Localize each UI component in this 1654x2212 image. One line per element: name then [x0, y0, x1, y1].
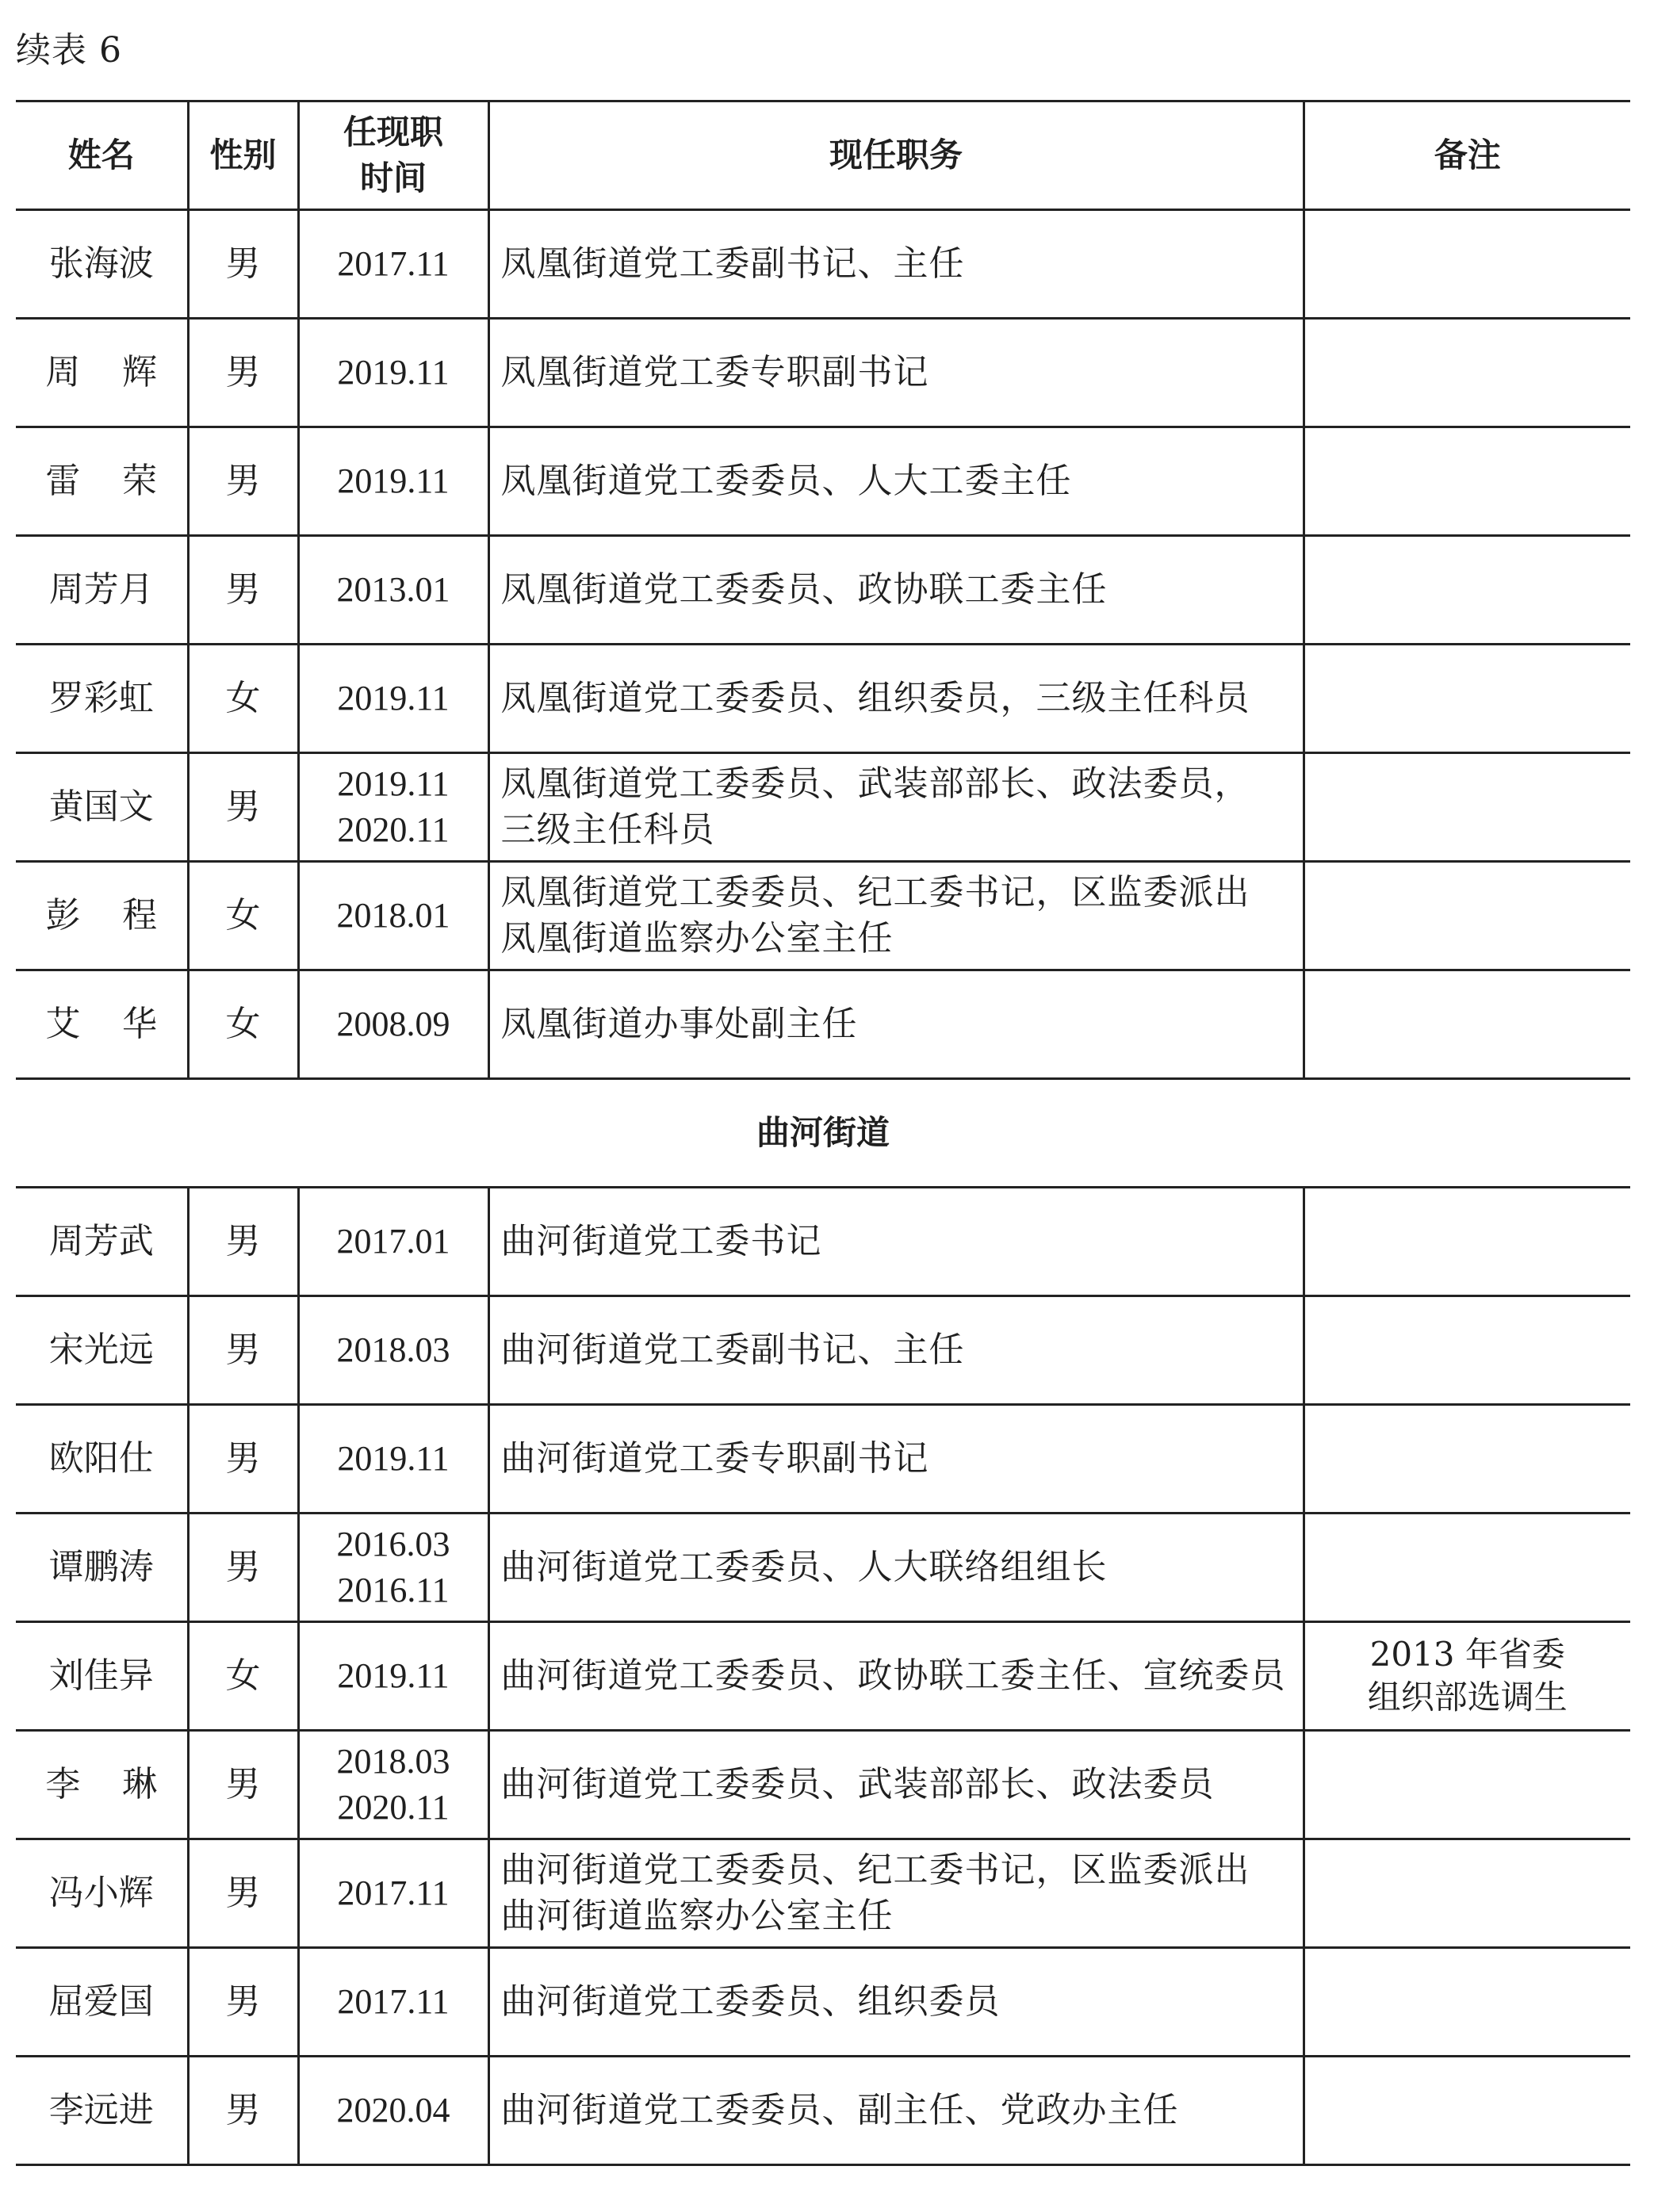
note-text: 组织部选调生: [1367, 1678, 1568, 1716]
time-value: 2019.11: [337, 764, 450, 803]
table-row: [16, 2057, 1630, 2165]
person-name: 周芳月: [48, 569, 154, 610]
person-name: 谭鹏涛: [48, 1547, 154, 1587]
person-name: 彭程: [45, 895, 199, 936]
section-title: 曲河街道: [16, 1079, 1630, 1188]
header-text-line: 时间: [359, 159, 427, 197]
cell-name: [16, 862, 199, 970]
person-name: 罗彩虹: [48, 678, 154, 718]
cell-time: [298, 1296, 488, 1405]
cell-duty: [488, 1405, 1304, 1514]
personnel-table: [16, 100, 1630, 2166]
duty-text: 凤凰街道党工委委员、人大工委主任: [500, 461, 1072, 501]
cell-note: [1304, 1839, 1630, 1948]
time-value: 2019.11: [337, 1656, 450, 1695]
cell-duty: [488, 319, 1304, 427]
cell-gender: 男: [188, 1514, 298, 1622]
table-row: [16, 1514, 1630, 1622]
header-text-line: 姓名: [67, 136, 135, 174]
cell-name: [16, 1514, 188, 1622]
cell-gender: 男: [188, 1731, 298, 1839]
cell-time: [298, 1839, 488, 1948]
cell-duty: [488, 1948, 1304, 2057]
cell-duty: [488, 645, 1304, 753]
time-value: 2017.01: [336, 1222, 450, 1261]
time-value: 2019.11: [337, 1439, 450, 1478]
time-value: 2018.01: [336, 896, 450, 935]
cell-duty: [488, 210, 1304, 319]
table-row: [16, 1839, 1630, 1948]
cell-name: [16, 427, 199, 536]
cell-note: [1304, 1731, 1630, 1839]
cell-duty: [488, 753, 1304, 862]
time-value: 2018.03: [336, 1330, 450, 1369]
column-header-gender: [188, 101, 298, 210]
time-value: 2019.11: [337, 679, 450, 718]
table-row: [16, 536, 1630, 645]
person-name: 冯小辉: [48, 1873, 154, 1913]
table-row: [16, 862, 1630, 970]
table-row: [16, 645, 1630, 753]
cell-time: [298, 862, 488, 970]
cell-gender: 男: [188, 319, 298, 427]
table-row: [16, 427, 1630, 536]
person-name: 宋光远: [48, 1330, 154, 1370]
time-value: 2019.11: [337, 461, 450, 500]
person-name: 李远进: [48, 2090, 154, 2130]
cell-note: [1304, 970, 1630, 1079]
cell-note: [1304, 1188, 1630, 1296]
cell-name: [16, 970, 199, 1079]
duty-text: 曲河街道党工委专职副书记: [500, 1438, 929, 1479]
person-name: 雷荣: [45, 461, 199, 501]
cell-duty: [488, 1622, 1304, 1731]
cell-name: [16, 319, 199, 427]
cell-duty: [488, 1839, 1304, 1948]
duty-text: 曲河街道监察办公室主任: [500, 1896, 894, 1936]
cell-gender: 男: [188, 2057, 298, 2165]
cell-note: [1304, 1514, 1630, 1622]
duty-text: 三级主任科员: [500, 809, 715, 850]
person-name: 周辉: [45, 352, 199, 392]
cell-note: [1304, 1622, 1630, 1731]
duty-text: 凤凰街道党工委副书记、主任: [500, 243, 965, 284]
cell-gender: 男: [188, 1405, 298, 1514]
cell-time: [298, 645, 488, 753]
time-value: 2020.11: [337, 810, 450, 849]
duty-text: 凤凰街道党工委委员、政协联工委主任: [500, 569, 1108, 610]
cell-gender: 男: [188, 1296, 298, 1405]
cell-time: [298, 753, 488, 862]
cell-time: [298, 1948, 488, 2057]
cell-time: [298, 427, 488, 536]
cell-name: [16, 1296, 188, 1405]
duty-text: 曲河街道党工委委员、政协联工委主任、宣统委员: [500, 1655, 1286, 1696]
cell-note: [1304, 1405, 1630, 1514]
person-name: 刘佳异: [48, 1655, 154, 1696]
cell-gender: 男: [188, 1188, 298, 1296]
duty-text: 凤凰街道党工委委员、纪工委书记，区监委派出: [500, 872, 1250, 913]
column-header-time: [298, 101, 488, 210]
cell-name: [16, 1622, 188, 1731]
duty-text: 曲河街道党工委委员、组织委员: [500, 1981, 1001, 2022]
cell-name: [16, 1731, 199, 1839]
cell-name: [16, 1405, 188, 1514]
table-row: [16, 210, 1630, 319]
cell-duty: [488, 970, 1304, 1079]
duty-text: 曲河街道党工委委员、副主任、党政办主任: [500, 2090, 1179, 2130]
time-value: 2017.11: [337, 1982, 450, 2021]
duty-text: 凤凰街道监察办公室主任: [500, 918, 894, 959]
cell-note: [1304, 210, 1630, 319]
cell-time: [298, 536, 488, 645]
table-body: [16, 210, 1630, 2165]
cell-gender: 女: [188, 970, 298, 1079]
table-row: [16, 1731, 1630, 1839]
cell-name: [16, 645, 188, 753]
cell-gender: 男: [188, 210, 298, 319]
column-header-note: [1304, 101, 1630, 210]
cell-gender: 男: [188, 1948, 298, 2057]
person-name: 李琳: [45, 1764, 199, 1804]
time-value: 2008.09: [336, 1005, 450, 1043]
header-row: [16, 101, 1630, 210]
cell-time: [298, 2057, 488, 2165]
cell-note: [1304, 645, 1630, 753]
cell-name: [16, 536, 188, 645]
header-text-line: 性别: [209, 136, 277, 174]
cell-time: [298, 970, 488, 1079]
cell-name: [16, 2057, 188, 2165]
cell-gender: 女: [188, 645, 298, 753]
person-name: 屈爱国: [48, 1981, 154, 2022]
cell-time: [298, 1731, 488, 1839]
header-text-line: 备注: [1434, 136, 1501, 174]
cell-duty: [488, 1731, 1304, 1839]
cell-note: [1304, 427, 1630, 536]
table-row: [16, 1188, 1630, 1296]
table-row: [16, 1948, 1630, 2057]
table-caption: 续表 6: [16, 30, 122, 71]
duty-text: 凤凰街道党工委专职副书记: [500, 352, 929, 392]
time-value: 2020.04: [336, 2091, 450, 2130]
cell-note: [1304, 2057, 1630, 2165]
cell-note: [1304, 753, 1630, 862]
cell-duty: [488, 427, 1304, 536]
time-value: 2016.11: [337, 1571, 450, 1609]
cell-note: [1304, 1296, 1630, 1405]
cell-gender: 男: [188, 427, 298, 536]
person-name: 艾华: [45, 1004, 199, 1044]
cell-gender: 男: [188, 753, 298, 862]
person-name: 周芳武: [48, 1221, 154, 1261]
cell-time: [298, 1405, 488, 1514]
person-name: 欧阳仕: [48, 1438, 154, 1479]
table-row: [16, 319, 1630, 427]
time-value: 2017.11: [337, 244, 450, 283]
duty-text: 凤凰街道党工委委员、武装部部长、政法委员，: [500, 763, 1250, 804]
person-name: 黄国文: [48, 786, 154, 827]
time-value: 2018.03: [336, 1742, 450, 1781]
table-row: [16, 970, 1630, 1079]
duty-text: 曲河街道党工委副书记、主任: [500, 1330, 965, 1370]
cell-note: [1304, 319, 1630, 427]
cell-duty: [488, 1296, 1304, 1405]
duty-text: 曲河街道党工委书记: [500, 1221, 822, 1261]
person-name: 张海波: [48, 243, 154, 284]
note-text: 2013 年省委: [1369, 1635, 1565, 1674]
time-value: 2019.11: [337, 353, 450, 392]
cell-duty: [488, 862, 1304, 970]
cell-name: [16, 1839, 188, 1948]
table-row: [16, 753, 1630, 862]
cell-duty: [488, 1188, 1304, 1296]
duty-text: 凤凰街道办事处副主任: [500, 1004, 858, 1044]
section-row: [16, 1079, 1630, 1188]
cell-duty: [488, 536, 1304, 645]
column-header-name: [16, 101, 188, 210]
duty-text: 曲河街道党工委委员、武装部部长、政法委员: [500, 1764, 1215, 1804]
cell-time: [298, 1622, 488, 1731]
table-row: [16, 1405, 1630, 1514]
column-header-duty: [488, 101, 1304, 210]
cell-gender: 男: [188, 1839, 298, 1948]
time-value: 2017.11: [337, 1873, 450, 1912]
cell-time: [298, 210, 488, 319]
duty-text: 曲河街道党工委委员、纪工委书记，区监委派出: [500, 1850, 1250, 1890]
time-value: 2016.03: [336, 1525, 450, 1563]
cell-time: [298, 1188, 488, 1296]
cell-time: [298, 1514, 488, 1622]
cell-gender: 女: [188, 1622, 298, 1731]
table-row: [16, 1622, 1630, 1731]
cell-duty: [488, 1514, 1304, 1622]
cell-gender: 男: [188, 536, 298, 645]
duty-text: 凤凰街道党工委委员、组织委员，三级主任科员: [500, 678, 1250, 718]
cell-name: [16, 210, 188, 319]
table-row: [16, 1296, 1630, 1405]
cell-gender: 女: [188, 862, 298, 970]
header-text-line: 现任职务: [829, 136, 963, 174]
cell-time: [298, 319, 488, 427]
cell-name: [16, 753, 188, 862]
cell-name: [16, 1188, 188, 1296]
duty-text: 曲河街道党工委委员、人大联络组组长: [500, 1547, 1108, 1587]
time-value: 2020.11: [337, 1788, 450, 1827]
cell-note: [1304, 1948, 1630, 2057]
cell-duty: [488, 2057, 1304, 2165]
header-text-line: 任现职: [343, 113, 443, 151]
cell-note: [1304, 862, 1630, 970]
cell-name: [16, 1948, 188, 2057]
cell-note: [1304, 536, 1630, 645]
time-value: 2013.01: [336, 570, 450, 609]
